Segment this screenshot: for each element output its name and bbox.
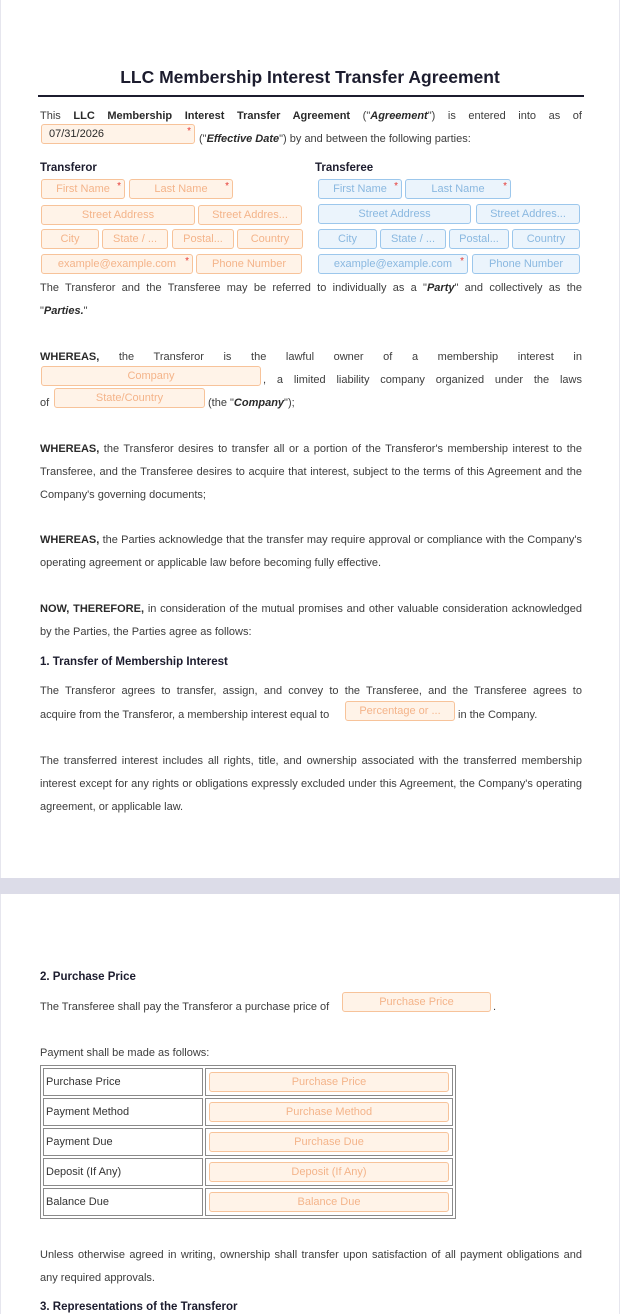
intro-line-2: ("Effective Date") by and between the following parties: xyxy=(199,133,471,145)
table-row xyxy=(43,1188,453,1216)
title-rule xyxy=(38,95,584,97)
section-1-paragraph-2: The transferred interest includes all rights, title, and ownership associated with the transferred membership interest except for any rights or obligations expressly excluded under this Agreement, the Company's operating agreement, or applicable law. xyxy=(40,755,582,813)
transferee-state-input[interactable]: State / ... xyxy=(380,229,446,249)
effective-date-input[interactable]: 07/31/2026 * xyxy=(41,124,195,144)
section-3-heading: 3. Representations of the Transferor xyxy=(40,1301,238,1313)
percentage-input[interactable]: Percentage or ... xyxy=(345,701,455,721)
transferor-first-name-input[interactable]: First Name * xyxy=(41,179,125,199)
table-row xyxy=(43,1128,453,1156)
transferee-country-input[interactable]: Country xyxy=(512,229,580,249)
table-cell-label: Payment Method xyxy=(43,1098,203,1126)
table-row xyxy=(43,1098,453,1126)
whereas-3: WHEREAS, the Parties acknowledge that the transfer may require approval or compliance with the Company's operating agreement or applicable law before becoming fully effective. xyxy=(40,534,582,569)
section-2-line-1-end: . xyxy=(493,1001,497,1013)
transferee-email-input[interactable]: example@example.com * xyxy=(318,254,468,274)
transferee-last-name-input[interactable]: Last Name * xyxy=(405,179,511,199)
parties-line-1: The Transferor and the Transferee may be referred to individually as a "Party" and collectively as the xyxy=(40,282,582,294)
whereas-1-line-3: (the "Company"); xyxy=(208,397,295,409)
transferor-country-input[interactable]: Country xyxy=(237,229,303,249)
document-title: LLC Membership Interest Transfer Agreement xyxy=(120,67,500,87)
section-1-line-2a: acquire from the Transferor, a membership interest equal to xyxy=(40,709,330,721)
transferor-city-input[interactable]: City xyxy=(41,229,99,249)
parties-line-2: "Parties." xyxy=(40,305,88,317)
whereas-1-of: of xyxy=(40,397,50,409)
purchase-price-input[interactable]: Purchase Price xyxy=(342,992,491,1012)
transferee-postal-input[interactable]: Postal... xyxy=(449,229,509,249)
section-1-line-1: The Transferor agrees to transfer, assign, and convey to the Transferee, and the Transferee agrees to xyxy=(40,685,582,697)
now-therefore: NOW, THEREFORE, in consideration of the mutual promises and other valuable consideration acknowledged by the Parties, the Parties agree as follows: xyxy=(40,603,583,638)
transferee-city-input[interactable]: City xyxy=(318,229,377,249)
transferee-heading: Transferee xyxy=(315,162,374,174)
intro-line-1: This LLC Membership Interest Transfer Agreement ("Agreement") is entered into as of xyxy=(40,110,582,122)
state-country-input[interactable]: State/Country xyxy=(54,388,205,408)
whereas-1-line-2: , a limited liability company organized under the laws xyxy=(263,374,582,386)
table-row xyxy=(43,1068,453,1096)
transferor-email-input[interactable]: example@example.com * xyxy=(41,254,193,274)
section-1-heading: 1. Transfer of Membership Interest xyxy=(40,656,228,668)
whereas-1-line-1: WHEREAS, the Transferor is the lawful owner of a membership interest in xyxy=(40,351,582,363)
transferee-first-name-input[interactable]: First Name * xyxy=(318,179,402,199)
deposit-input[interactable]: Deposit (If Any) xyxy=(209,1162,449,1182)
transferee-phone-input[interactable]: Phone Number xyxy=(472,254,580,274)
section-1-line-2b: in the Company. xyxy=(458,709,538,721)
transferee-street-input[interactable]: Street Address xyxy=(318,204,471,224)
transferor-phone-input[interactable]: Phone Number xyxy=(196,254,302,274)
transferor-postal-input[interactable]: Postal... xyxy=(172,229,234,249)
table-cell-label: Purchase Price xyxy=(43,1068,203,1096)
transferee-street2-input[interactable]: Street Addres... xyxy=(476,204,580,224)
company-name-input[interactable]: Company xyxy=(41,366,261,386)
required-star: * xyxy=(187,126,191,137)
transferor-heading: Transferor xyxy=(40,162,97,174)
payment-due-input[interactable]: Purchase Due xyxy=(209,1132,449,1152)
table-cell-label: Deposit (If Any) xyxy=(43,1158,203,1186)
table-cell-label: Balance Due xyxy=(43,1188,203,1216)
purchase-price-table-input[interactable]: Purchase Price xyxy=(209,1072,449,1092)
payment-intro: Payment shall be made as follows: xyxy=(40,1047,210,1059)
transferor-last-name-input[interactable]: Last Name * xyxy=(129,179,233,199)
section-2-line-1: The Transferee shall pay the Transferor a purchase price of xyxy=(40,1001,330,1013)
transferor-street2-input[interactable]: Street Addres... xyxy=(198,205,302,225)
transferor-street-input[interactable]: Street Address xyxy=(41,205,195,225)
payment-method-input[interactable]: Purchase Method xyxy=(209,1102,449,1122)
payment-table xyxy=(40,1065,456,1219)
transferor-state-input[interactable]: State / ... xyxy=(102,229,168,249)
balance-due-input[interactable]: Balance Due xyxy=(209,1192,449,1212)
section-2-closing: Unless otherwise agreed in writing, ownership shall transfer upon satisfaction of all payment obligations and any required approvals. xyxy=(40,1249,582,1284)
section-2-heading: 2. Purchase Price xyxy=(40,971,136,983)
whereas-2: WHEREAS, the Transferor desires to transfer all or a portion of the Transferor's membership interest to the Transferee, and the Transferee desires to acquire that interest, subject to the terms of this Agreement and the Company's governing documents; xyxy=(40,443,582,501)
table-cell-label: Payment Due xyxy=(43,1128,203,1156)
page-separator xyxy=(0,878,620,894)
table-row xyxy=(43,1158,453,1186)
